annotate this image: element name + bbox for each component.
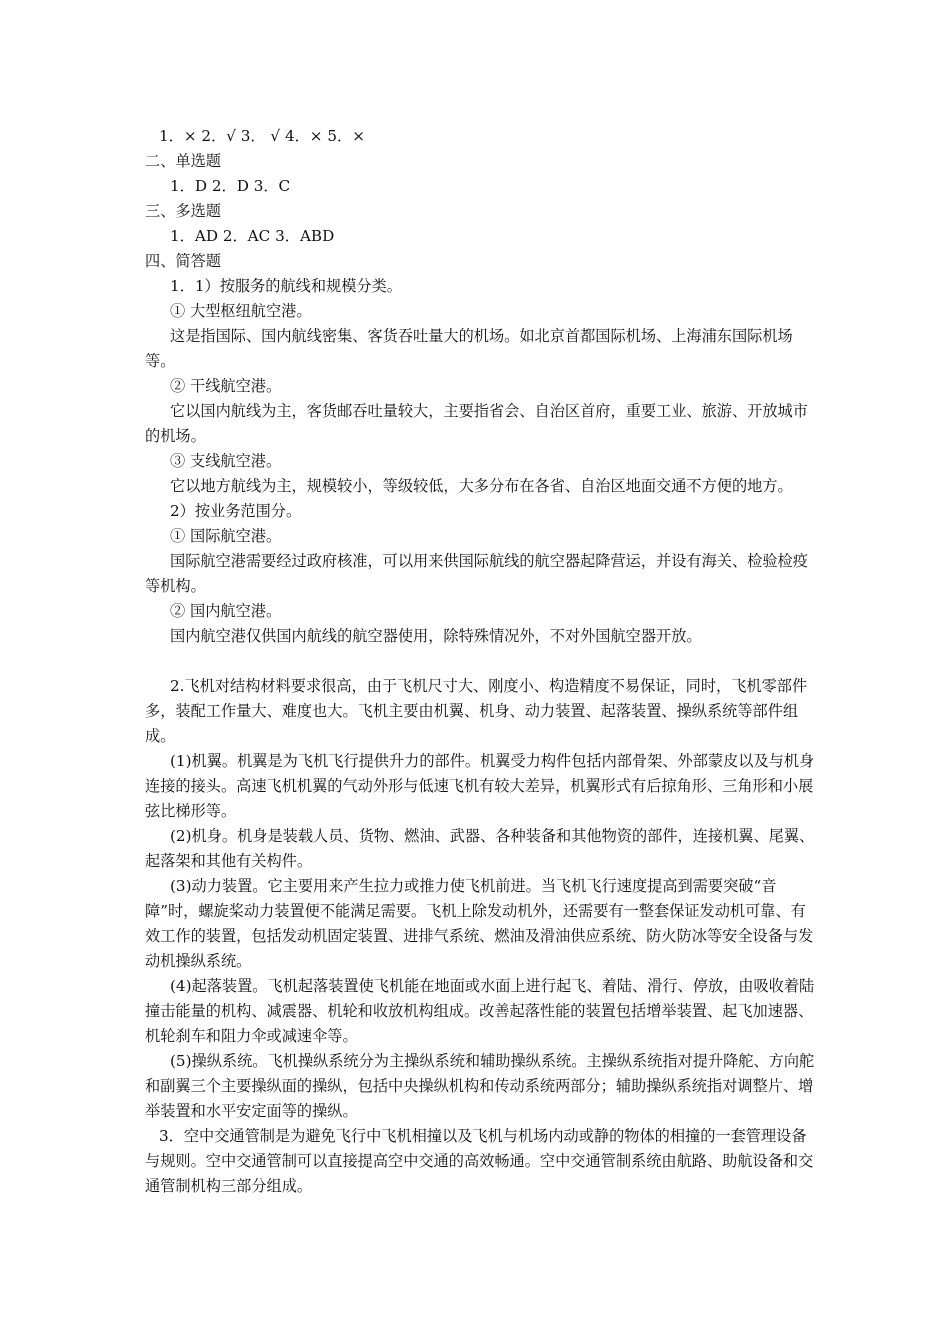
- q1-part1-title: 1．1）按服务的航线和规模分类。: [170, 277, 402, 295]
- single-choice-answers: 1．D 2．D 3．C: [170, 177, 291, 195]
- q1-item4-text: 国际航空港需要经过政府核准，可以用来供国际航线的航空器起降营运，并设有海关、检验检疫等机构。: [145, 552, 808, 595]
- q2-control-system: (5)操纵系统。飞机操纵系统分为主操纵系统和辅助操纵系统。主操纵系统指对提升降舵、方向舵和副翼三个主要操纵面的操纵，包括中央操纵机构和传动系统两部分；辅助操纵系统指对调整片、增举装置和水平安定面等的操纵。: [145, 1052, 815, 1120]
- q2-intro: 2.飞机对结构材料要求很高，由于飞机尺寸大、刚度小、构造精度不易保证，同时，飞机零部件多，装配工作量大、难度也大。飞机主要由机翼、机身、动力装置、起落装置、操纵系统等部件组成。: [145, 677, 808, 745]
- multiple-choice-answers: 1．AD 2．AC 3．ABD: [170, 227, 335, 245]
- q1-part2-title: 2）按业务范围分。: [170, 502, 302, 520]
- q2-powerplant: (3)动力装置。它主要用来产生拉力或推力使飞机前进。当飞机飞行速度提高到需要突破“音障”时，螺旋桨动力装置便不能满足需要。飞机上除发动机外，还需要有一整套保证发动机可靠、有效工作的装置，包括发动机固定装置、进排气系统、燃油及滑油供应系统、防火防冰等安全设备与发动机操纵系统。: [145, 877, 814, 970]
- q1-item3-text: 它以地方航线为主，规模较小，等级较低，大多分布在各省、自治区地面交通不方便的地方。: [170, 477, 793, 495]
- single-choice-heading: 二、单选题: [145, 152, 221, 170]
- q1-item1-text: 这是指国际、国内航线密集、客货吞吐量大的机场。如北京首都国际机场、上海浦东国际机场等。: [145, 327, 793, 370]
- q2-landing-gear: (4)起落装置。飞机起落装置使飞机能在地面或水面上进行起飞、着陆、滑行、停放，由吸收着陆撞击能量的机构、减震器、机轮和收放机构组成。改善起落性能的装置包括增举装置、起飞加速器、机轮刹车和阻力伞或减速伞等。: [145, 977, 815, 1045]
- short-answer-heading: 四、简答题: [145, 252, 221, 270]
- q1-item5-text: 国内航空港仅供国内航线的航空器使用，除特殊情况外，不对外国航空器开放。: [170, 627, 702, 645]
- q1-item2-title: ② 干线航空港。: [170, 377, 282, 395]
- answer-key-body: [145, 124, 815, 1199]
- paragraph-spacer: [145, 649, 815, 674]
- q1-item4-title: ① 国际航空港。: [170, 527, 282, 545]
- multiple-choice-heading: 三、多选题: [145, 202, 221, 220]
- q1-item3-title: ③ 支线航空港。: [170, 452, 282, 470]
- q1-item5-title: ② 国内航空港。: [170, 602, 282, 620]
- q2-fuselage: (2)机身。机身是装载人员、货物、燃油、武器、各种装备和其他物资的部件，连接机翼、尾翼、起落架和其他有关构件。: [145, 827, 815, 870]
- q2-wing: (1)机翼。机翼是为飞机飞行提供升力的部件。机翼受力构件包括内部骨架、外部蒙皮以及与机身连接的接头。高速飞机机翼的气动外形与低速飞机有较大差异，机翼形式有后掠角形、三角形和小展弦比梯形等。: [145, 752, 815, 820]
- q1-item1-title: ① 大型枢纽航空港。: [170, 302, 312, 320]
- q3-text: 3．空中交通管制是为避免飞行中飞机相撞以及飞机与机场内动或静的物体的相撞的一套管理设备与规则。空中交通管制可以直接提高空中交通的高效畅通。空中交通管制系统由航路、助航设备和交通管制机构三部分组成。: [145, 1127, 814, 1195]
- true-false-answers: 1．× 2．√ 3． √ 4．× 5．×: [159, 127, 365, 145]
- q1-item2-text: 它以国内航线为主，客货邮吞吐量较大，主要指省会、自治区首府，重要工业、旅游、开放城市的机场。: [145, 402, 808, 445]
